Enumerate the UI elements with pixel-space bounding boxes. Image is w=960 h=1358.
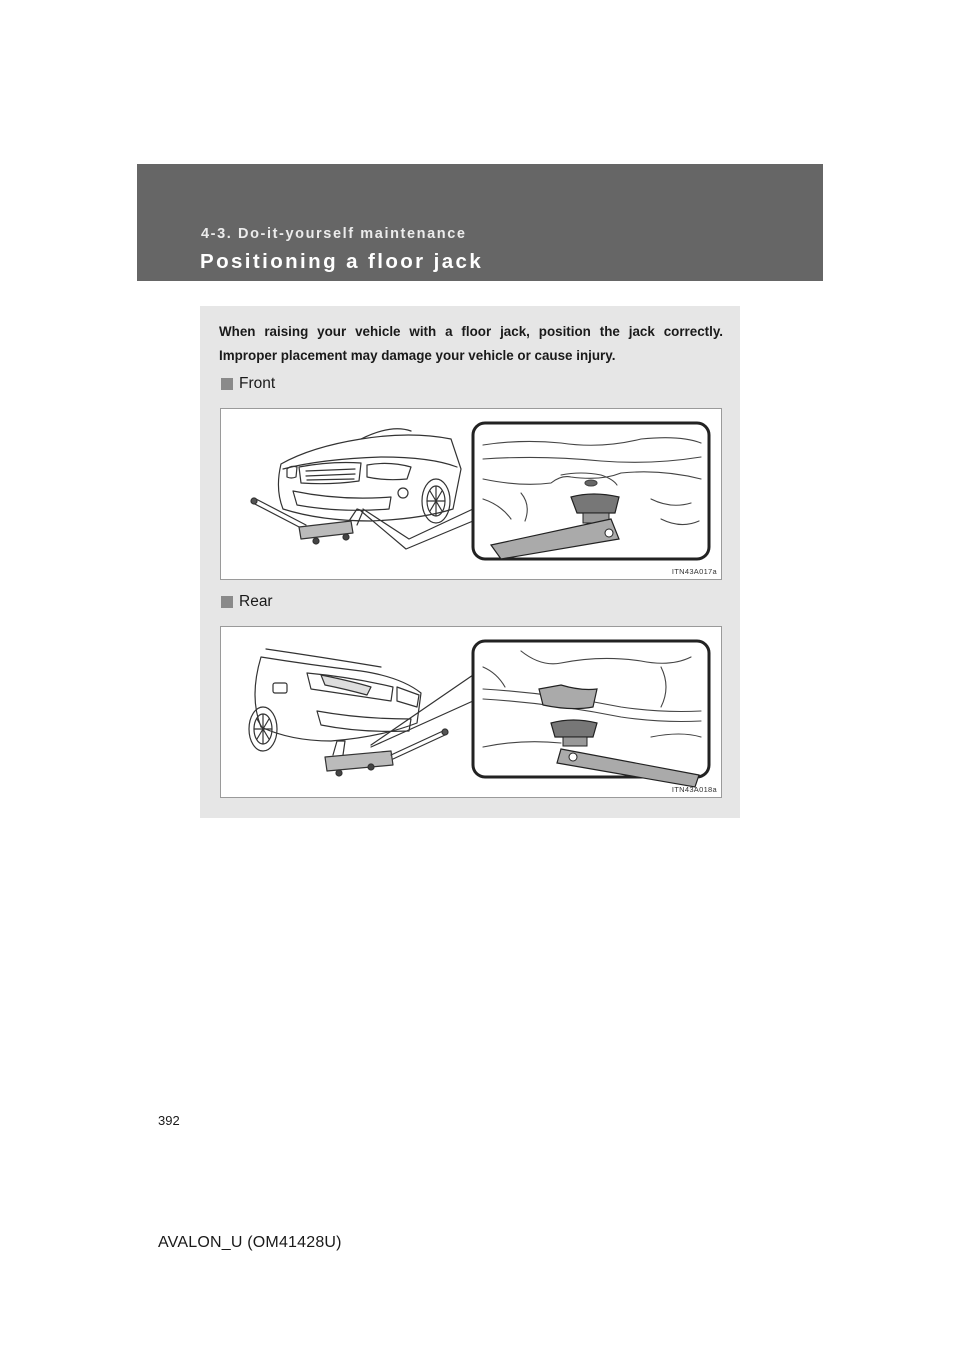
- subheading-rear-label: Rear: [239, 593, 273, 610]
- front-car-drawing: [221, 409, 721, 579]
- footer-manual-code: AVALON_U (OM41428U): [158, 1234, 342, 1251]
- intro-paragraph: When raising your vehicle with a floor jack, position the jack correctly. Improper placement may damage your vehicle or cause injury.: [219, 324, 723, 363]
- page-title: Positioning a floor jack: [200, 250, 484, 273]
- subheading-rear: [221, 593, 273, 611]
- section-label: 4-3. Do-it-yourself maintenance: [201, 226, 467, 242]
- rear-jack-illustration: [220, 626, 722, 798]
- square-bullet-icon: [221, 378, 233, 390]
- content-box: [200, 306, 740, 818]
- page-number: 392: [158, 1113, 180, 1128]
- subheading-front-label: Front: [239, 375, 276, 392]
- subheading-front: [221, 375, 275, 393]
- square-bullet-icon: [221, 596, 233, 608]
- front-jack-illustration: [220, 408, 722, 580]
- figure-code-front: ITN43A017a: [671, 567, 717, 576]
- chapter-header: [137, 164, 823, 281]
- figure-code-rear: ITN43A018a: [671, 785, 717, 794]
- rear-car-drawing: [221, 627, 721, 797]
